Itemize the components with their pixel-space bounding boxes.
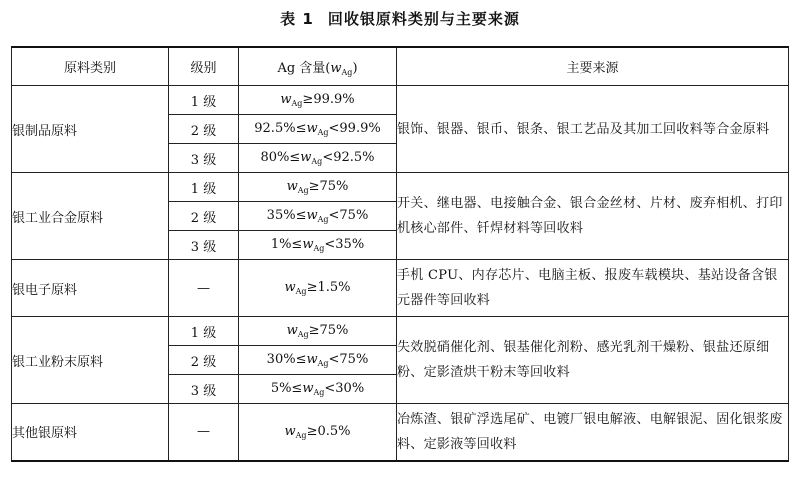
ag-content-cell: $30\%\le w_{Ag}<75\%$ (239, 346, 397, 375)
ag-content-cell: $w_{Ag}\ge 75\%$ (239, 173, 397, 202)
category-cell: 银工业合金原料 (12, 173, 169, 260)
category-cell: 银制品原料 (12, 86, 169, 173)
grade-cell: 3 级 (169, 144, 239, 173)
caption-number: 表 1 (280, 10, 314, 28)
table-row (12, 260, 789, 317)
ag-content-cell: $1\%\le w_{Ag}<35\%$ (239, 231, 397, 260)
header-category: 原料类别 (12, 47, 169, 86)
ag-content-cell: $92.5\%\le w_{Ag}<99.9\%$ (239, 115, 397, 144)
source-cell: 开关、继电器、电接触合金、银合金丝材、片材、废弃相机、打印机核心部件、钎焊材料等回收料 (397, 173, 789, 260)
ag-content-cell: $w_{Ag}\ge 99.9\%$ (239, 86, 397, 115)
ag-content-cell: $5\%\le w_{Ag}<30\%$ (239, 375, 397, 404)
ag-content-cell: $w_{Ag}\ge 1.5\%$ (239, 260, 397, 317)
grade-cell: 2 级 (169, 202, 239, 231)
grade-cell: 1 级 (169, 86, 239, 115)
table-body (12, 86, 789, 461)
grade-cell: 2 级 (169, 346, 239, 375)
source-cell: 冶炼渣、银矿浮选尾矿、电镀厂银电解液、电解银泥、固化银浆废料、定影液等回收料 (397, 404, 789, 461)
table-caption (0, 8, 800, 29)
category-cell: 其他银原料 (12, 404, 169, 461)
silver-materials-table (11, 46, 789, 462)
table-row (12, 173, 789, 202)
ag-content-cell: $w_{Ag}\ge 75\%$ (239, 317, 397, 346)
grade-cell: — (169, 260, 239, 317)
category-cell: 银工业粉末原料 (12, 317, 169, 404)
header-row (12, 47, 789, 86)
table-row (12, 86, 789, 115)
header-content: Ag 含量$(w_{Ag})$ (239, 47, 397, 86)
source-cell: 银饰、银器、银币、银条、银工艺品及其加工回收料等合金原料 (397, 86, 789, 173)
table-row (12, 404, 789, 461)
category-cell: 银电子原料 (12, 260, 169, 317)
table-row (12, 317, 789, 346)
caption-text: 回收银原料类别与主要来源 (327, 10, 520, 28)
header-source: 主要来源 (397, 47, 789, 86)
source-cell: 手机 CPU、内存芯片、电脑主板、报废车载模块、基站设备含银元器件等回收料 (397, 260, 789, 317)
ag-content-cell: $w_{Ag}\ge 0.5\%$ (239, 404, 397, 461)
grade-cell: 1 级 (169, 317, 239, 346)
grade-cell: 2 级 (169, 115, 239, 144)
grade-cell: 3 级 (169, 375, 239, 404)
ag-content-cell: $35\%\le w_{Ag}<75\%$ (239, 202, 397, 231)
header-grade: 级别 (169, 47, 239, 86)
ag-content-cell: $80\%\le w_{Ag}<92.5\%$ (239, 144, 397, 173)
grade-cell: 1 级 (169, 173, 239, 202)
source-cell: 失效脱硝催化剂、银基催化剂粉、感光乳剂干燥粉、银盐还原细粉、定影渣烘干粉末等回收料 (397, 317, 789, 404)
grade-cell: — (169, 404, 239, 461)
grade-cell: 3 级 (169, 231, 239, 260)
